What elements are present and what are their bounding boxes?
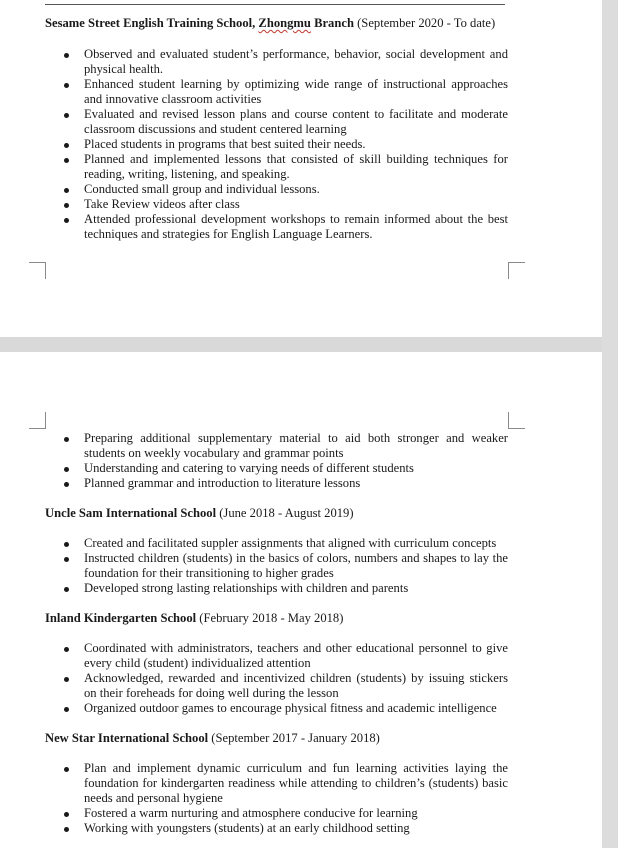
list-item: Instructed children (students) in the basics of colors, numbers and shapes to lay the foundation for their transitioning to higher grades <box>45 551 508 581</box>
list-item: Plan and implement dynamic curriculum and fun learning activities laying the foundation for kindergarten readiness while attending to children’s (students) basic needs and personal hygiene <box>45 761 508 806</box>
page-top-rule <box>45 4 505 5</box>
list-item: Placed students in programs that best suited their needs. <box>45 137 508 152</box>
entry-org-misspelled[interactable]: Zhongmu <box>258 16 311 30</box>
crop-mark-bottom-left <box>29 262 46 279</box>
list-item: Preparing additional supplementary material to aid both stronger and weaker students on weekly vocabulary and grammar points <box>45 431 508 461</box>
entry-dates: (June 2018 - August 2019) <box>216 506 354 520</box>
list-item: Conducted small group and individual lessons. <box>45 182 508 197</box>
page-gap <box>0 337 644 352</box>
list-item: Organized outdoor games to encourage physical fitness and academic intelligence <box>45 701 508 716</box>
entry-title-uncle-sam <box>45 506 508 521</box>
bullet-list-continued <box>45 431 508 491</box>
entry-org: New Star International School <box>45 731 209 745</box>
entry-dates: (September 2020 - To date) <box>353 16 496 30</box>
list-item: Evaluated and revised lesson plans and course content to facilitate and moderate classroom discussions and student centered learning <box>45 107 508 137</box>
list-item: Acknowledged, rewarded and incentivized children (students) by issuing stickers on their foreheads for doing well during the lesson <box>45 671 508 701</box>
right-margin-area <box>618 0 644 848</box>
entry-title-sesame <box>45 16 508 31</box>
list-item: Understanding and catering to varying needs of different students <box>45 461 508 476</box>
bullet-list-sesame <box>45 47 508 242</box>
list-item: Coordinated with administrators, teachers and other educational personnel to give every child (student) individualized attention <box>45 641 508 671</box>
entry-title-inland <box>45 611 508 626</box>
page2-content <box>45 431 508 836</box>
entry-org: Inland Kindergarten School <box>45 611 197 625</box>
list-item: Planned grammar and introduction to literature lessons <box>45 476 508 491</box>
crop-mark-top-left <box>29 412 46 429</box>
list-item: Enhanced student learning by optimizing wide range of instructional approaches and innovative classroom activities <box>45 77 508 107</box>
bullet-list-new-star <box>45 761 508 836</box>
list-item: Take Review videos after class <box>45 197 508 212</box>
document-page-1 <box>0 0 602 337</box>
crop-mark-top-right <box>508 412 525 429</box>
list-item: Attended professional development workshops to remain informed about the best techniques and strategies for English Language Learners. <box>45 212 508 242</box>
entry-org: Uncle Sam International School <box>45 506 217 520</box>
list-item: Working with youngsters (students) at an early childhood setting <box>45 821 508 836</box>
document-page-2 <box>0 352 602 848</box>
entry-org-part1: Sesame Street English Training School, <box>45 16 259 30</box>
list-item: Fostered a warm nurturing and atmosphere conducive for learning <box>45 806 508 821</box>
bullet-list-uncle-sam <box>45 536 508 596</box>
list-item: Developed strong lasting relationships with children and parents <box>45 581 508 596</box>
list-item: Observed and evaluated student’s performance, behavior, social development and physical health. <box>45 47 508 77</box>
entry-dates: (September 2017 - January 2018) <box>208 731 380 745</box>
experience-entry-sesame <box>45 16 508 242</box>
list-item: Planned and implemented lessons that consisted of skill building techniques for reading, writing, listening, and speaking. <box>45 152 508 182</box>
entry-title-new-star <box>45 731 508 746</box>
entry-org-part3: Branch <box>310 16 354 30</box>
entry-dates: (February 2018 - May 2018) <box>196 611 344 625</box>
vertical-scrollbar-track[interactable] <box>602 0 618 848</box>
bullet-list-inland <box>45 641 508 716</box>
crop-mark-bottom-right <box>508 262 525 279</box>
list-item: Created and facilitated suppler assignments that aligned with curriculum concepts <box>45 536 508 551</box>
